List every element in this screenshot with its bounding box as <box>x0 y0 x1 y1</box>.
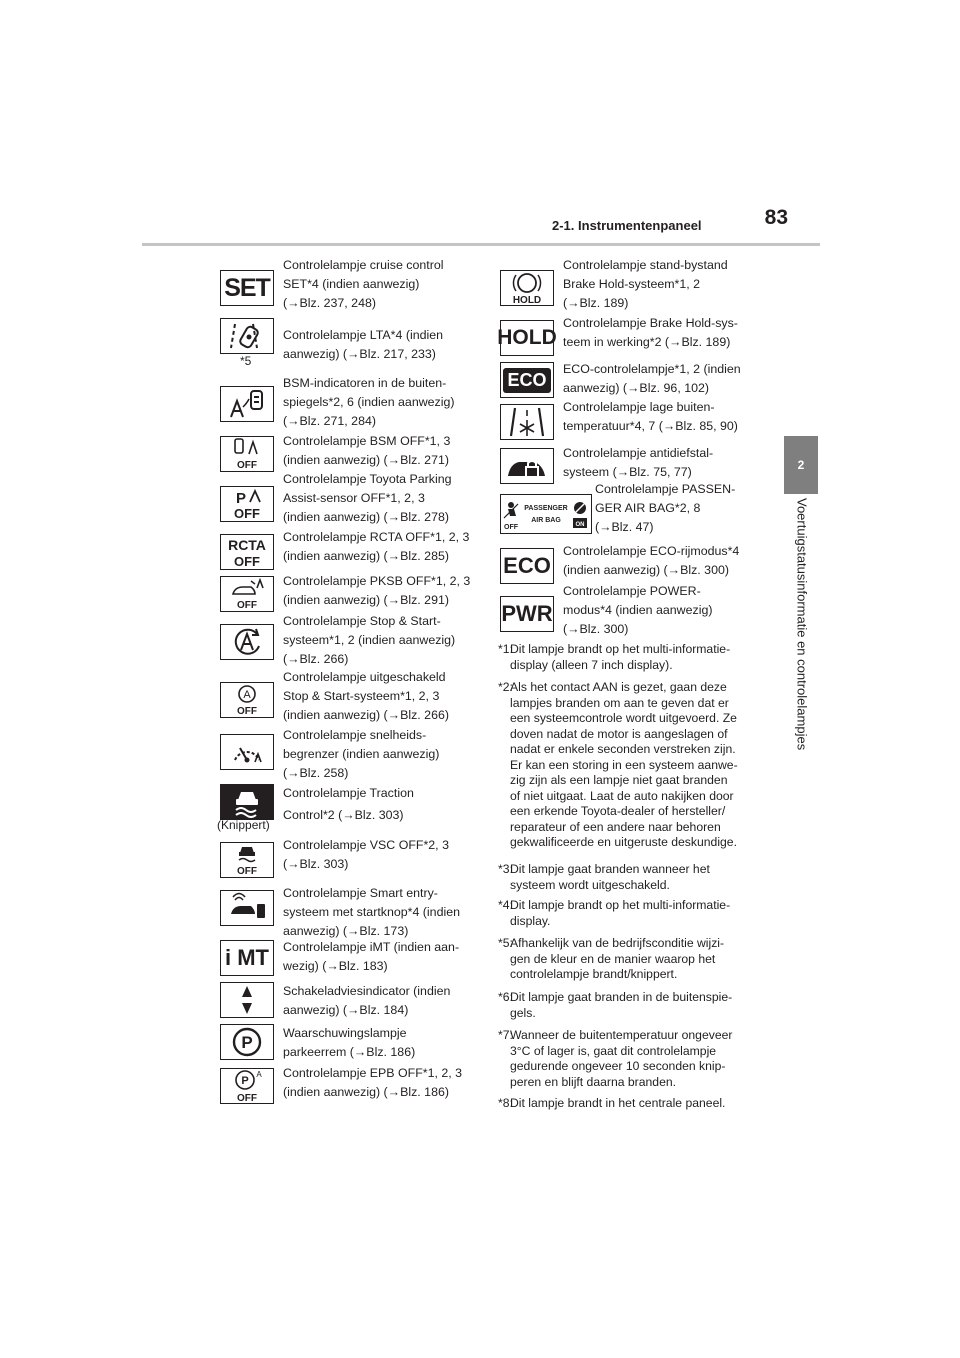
hold-icon: HOLD <box>500 320 554 356</box>
eco-icon: ECO <box>500 362 554 398</box>
svg-text:OFF: OFF <box>234 506 260 520</box>
epb-off-icon <box>220 1068 274 1104</box>
icon-caption: (Knippert) <box>217 818 270 832</box>
svg-text:OFF: OFF <box>237 600 257 610</box>
vsc-off-icon <box>220 842 274 878</box>
svg-text:OFF: OFF <box>504 524 518 531</box>
footnote-4: *4: Dit lampje brandt op het multi-informatie- display. <box>498 898 731 928</box>
indicator-text: Controlelampje VSC OFF*2, 3 (→Blz. 303) <box>283 838 449 871</box>
imt-icon: i MT <box>220 940 274 976</box>
svg-text:OFF: OFF <box>237 866 257 876</box>
svg-text:P: P <box>235 490 247 507</box>
parking-brake-icon <box>220 1024 274 1060</box>
pksb-off-icon <box>220 576 274 612</box>
indicator-text: Controlelampje Stop & Start- systeem*1, 2 (indien aanwezig) (→Blz. 266) <box>283 614 456 666</box>
pwr-icon: PWR <box>500 596 554 632</box>
low-temp-icon <box>500 404 554 440</box>
indicator-text: Controlelampje iMT (indien aan- wezig) (→Blz. 183) <box>283 940 460 973</box>
anti-theft-icon <box>500 448 554 484</box>
bsm-mirror-icon <box>220 386 274 422</box>
footnote-8: *8: Dit lampje brandt in het centrale paneel. <box>498 1096 726 1110</box>
smart-entry-icon <box>220 890 274 926</box>
svg-text:PASSENGER: PASSENGER <box>524 505 568 512</box>
footnote-5: *5: Afhankelijk van de bedrijfsconditie wijzi- gen de kleur en de manier waarop het controlelampje brandt/knippert. <box>498 936 725 981</box>
svg-text:ON: ON <box>575 522 585 528</box>
footnote-3: *3: Dit lampje gaat branden wanneer het systeem wordt uitgeschakeld. <box>498 862 710 892</box>
svg-text:A: A <box>256 1070 262 1079</box>
stop-start-off-icon <box>220 682 274 718</box>
header-rule <box>142 243 820 246</box>
lta-icon <box>220 318 274 354</box>
set-icon: SET <box>220 270 274 306</box>
svg-text:OFF: OFF <box>237 460 257 470</box>
indicator-text: Waarschuwingslampje parkeerrem (→Blz. 186) <box>283 1026 416 1059</box>
traction-control-icon <box>220 784 274 820</box>
indicator-text: Controlelampje antidiefstal- systeem (→Blz. 75, 77) <box>563 446 714 479</box>
svg-text:OFF: OFF <box>234 554 260 568</box>
svg-text:AIR BAG: AIR BAG <box>531 517 561 524</box>
page-number: 83 <box>764 206 788 229</box>
section-title: 2-1. Instrumentenpaneel <box>552 218 702 233</box>
passenger-airbag-icon <box>500 494 592 534</box>
speed-limiter-icon <box>220 734 274 770</box>
indicator-text: Controlelampje uitgeschakeld Stop & Start-systeem*1, 2, 3 (indien aanwezig) (→Blz. 266) <box>283 670 449 722</box>
indicator-text: Controlelampje cruise control SET*4 (indien aanwezig) (→Blz. 237, 248) <box>283 258 444 310</box>
indicator-text: Controlelampje snelheids- begrenzer (indien aanwezig) (→Blz. 258) <box>283 728 440 780</box>
indicator-text: ECO-controlelampje*1, 2 (indien aanwezig) (→Blz. 96, 102) <box>563 362 741 395</box>
indicator-text: Controlelampje lage buiten- temperatuur*4, 7 (→Blz. 85, 90) <box>563 400 738 433</box>
indicator-text: Controlelampje stand-bystand Brake Hold-systeem*1, 2 (→Blz. 189) <box>563 258 728 310</box>
svg-text:P: P <box>241 1075 249 1087</box>
side-tab-text: Voertuigstatusinformatie en controlelampjes <box>794 498 810 751</box>
svg-text:P: P <box>241 1033 253 1052</box>
svg-text:HOLD: HOLD <box>512 295 542 305</box>
footnote-6: *6: Dit lampje gaat branden in de buitenspie- gels. <box>498 990 733 1020</box>
svg-text:RCTA: RCTA <box>228 537 266 553</box>
indicator-text: Controlelampje Toyota Parking Assist-sensor OFF*1, 2, 3 (indien aanwezig) (→Blz. 278) <box>283 472 452 524</box>
indicator-text: Controlelampje Traction Control*2 (→Blz. 303) <box>283 786 414 822</box>
side-tab: 2 <box>784 436 818 494</box>
bsm-off-icon <box>220 436 274 472</box>
footnote-7: *7: Wanneer de buitentemperatuur ongeveer 3°C of lager is, gaat dit controlelampje gedurende ongeveer 10 seconden knip- peren en blijft daarna branden. <box>498 1028 733 1089</box>
indicator-text: Controlelampje PASSEN- GER AIR BAG*2, 8 (→Blz. 47) <box>595 482 736 534</box>
shift-indicator-icon <box>220 982 274 1018</box>
indicator-text: Controlelampje PKSB OFF*1, 2, 3 (indien aanwezig) (→Blz. 291) <box>283 574 471 607</box>
eco-mode-icon: ECO <box>500 548 554 584</box>
indicator-text: Controlelampje Smart entry- systeem met startknop*4 (indien aanwezig) (→Blz. 173) <box>283 886 460 938</box>
indicator-text: BSM-indicatoren in de buiten- spiegels*2, 6 (indien aanwezig) (→Blz. 271, 284) <box>283 376 455 428</box>
svg-text:OFF: OFF <box>237 1093 257 1103</box>
indicator-text: Controlelampje BSM OFF*1, 3 (indien aanwezig) (→Blz. 271) <box>283 434 451 467</box>
indicator-text: Controlelampje ECO-rijmodus*4 (indien aanwezig) (→Blz. 300) <box>563 544 740 577</box>
svg-text:OFF: OFF <box>237 706 257 716</box>
indicator-text: Schakeladviesindicator (indien aanwezig) (→Blz. 184) <box>283 984 451 1017</box>
indicator-text: Controlelampje RCTA OFF*1, 2, 3 (indien aanwezig) (→Blz. 285) <box>283 530 470 563</box>
indicator-text: Controlelampje Brake Hold-sys- teem in werking*2 (→Blz. 189) <box>563 316 738 349</box>
footnote-1: *1: Dit lampje brandt op het multi-informatie- display (alleen 7 inch display). <box>498 642 731 672</box>
icon-caption: *5 <box>240 354 252 368</box>
hold-standby-icon <box>500 270 554 306</box>
svg-text:A: A <box>243 689 251 701</box>
rcta-off-icon <box>220 534 274 570</box>
indicator-text: Controlelampje EPB OFF*1, 2, 3 (indien aanwezig) (→Blz. 186) <box>283 1066 463 1099</box>
indicator-text: Controlelampje LTA*4 (indien aanwezig) (→Blz. 217, 233) <box>283 328 444 361</box>
indicator-text: Controlelampje POWER- modus*4 (indien aanwezig) (→Blz. 300) <box>563 584 713 636</box>
footnote-2: *2: Als het contact AAN is gezet, gaan deze lampjes branden om aan te geven dat er een systeemcontrole wordt uitgevoerd. Ze doven nadat de motor is aangeslagen of nadat er enkele seconden verstreken zijn. Er kan een storing in een systeem aanwe- zig zijn als een lampje niet gaat branden of niet uitgaat. Laat de auto nakijken door een erkende Toyota-dealer of hersteller/ reparateur of een andere naar behoren gekwalificeerde en uitgeruste deskundige. <box>498 680 738 849</box>
parking-assist-off-icon <box>220 486 274 522</box>
stop-start-icon <box>220 624 274 660</box>
